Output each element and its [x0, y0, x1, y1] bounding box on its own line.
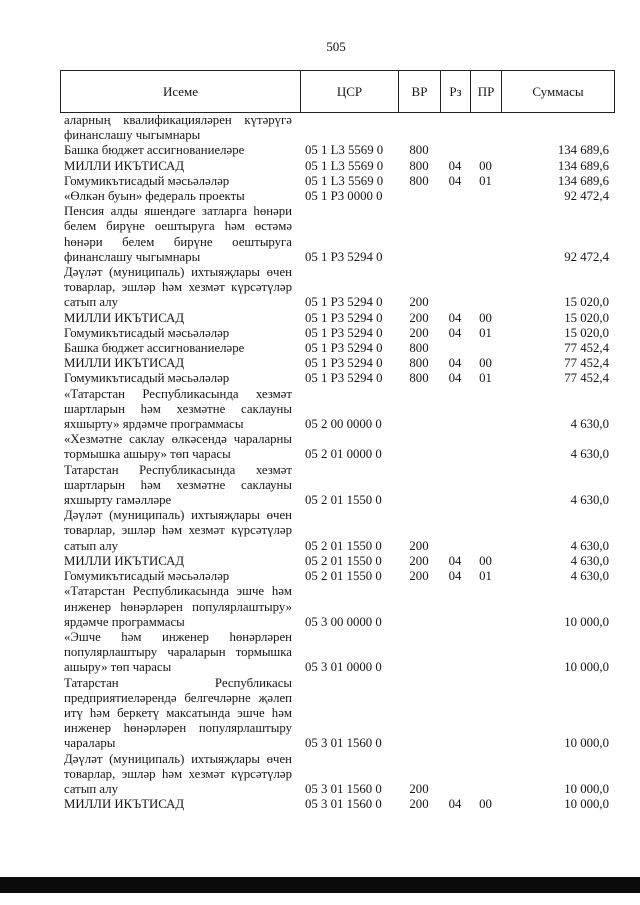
row-name-line: сатып алу	[64, 538, 118, 553]
sum-amount: 4 630,0	[570, 417, 609, 432]
name-cell	[60, 265, 300, 311]
pr-code: 00	[479, 553, 492, 568]
sum-amount: 10 000,0	[564, 797, 609, 812]
name-cell	[60, 463, 300, 509]
table-row	[60, 341, 615, 356]
sum-amount: 77 452,4	[564, 356, 609, 371]
row-name-line: ярдәмче программасы	[64, 614, 185, 629]
sum-amount: 10 000,0	[564, 614, 609, 629]
row-name	[64, 630, 292, 676]
row-name	[64, 752, 292, 798]
pr-code: 01	[479, 325, 492, 340]
vr-code: 800	[409, 158, 429, 173]
row-name-line: итү һәм беркетү максатында эшче һәм	[64, 705, 292, 720]
name-cell	[60, 584, 300, 630]
header-pr: ПР	[470, 71, 501, 112]
row-name-line: товарлар, эшләр һәм хезмәт күрсәтүләр	[64, 766, 292, 781]
csr-code: 05 1 P3 5294 0	[305, 341, 383, 356]
row-name-line: Татарстан Республикасында хезмәт	[64, 462, 292, 477]
sum-amount: 4 630,0	[570, 493, 609, 508]
row-name-line: финанслашу чыгымнары	[64, 249, 201, 264]
name-cell	[60, 752, 300, 798]
row-name	[64, 143, 292, 158]
name-cell	[60, 113, 300, 143]
name-cell	[60, 432, 300, 462]
row-name-line: Татарстан Республикасы	[64, 675, 292, 690]
row-name	[64, 508, 292, 554]
row-name-line: Гомумикътисадый мәсьәләләр	[64, 569, 230, 584]
sum-amount: 10 000,0	[564, 781, 609, 796]
csr-code: 05 2 00 0000 0	[305, 417, 382, 432]
row-name-line: Башка бюджет ассигнованиеләре	[64, 143, 245, 158]
csr-code: 05 1 P3 5294 0	[305, 310, 383, 325]
row-name-line: аларның квалификацияләрен күтәрүгә	[64, 113, 292, 127]
sum-amount: 15 020,0	[564, 310, 609, 325]
sum-amount: 134 689,6	[557, 143, 609, 158]
vr-code: 200	[409, 538, 429, 553]
sum-amount: 77 452,4	[564, 341, 609, 356]
row-name-line: Гомумикътисадый мәсьәләләр	[64, 371, 230, 386]
row-name	[64, 676, 292, 752]
sum-amount: 4 630,0	[570, 447, 609, 462]
csr-code: 05 3 01 0000 0	[305, 660, 382, 675]
row-name-line: шартларын һәм хезмәтне саклауны	[64, 477, 292, 492]
csr-code: 05 1 P3 5294 0	[305, 295, 383, 310]
row-name	[64, 265, 292, 311]
sum-amount: 10 000,0	[564, 660, 609, 675]
row-name	[64, 311, 292, 326]
row-name-line: Пенсия алды яшендәге затларга һөнәри	[64, 204, 292, 219]
name-cell	[60, 630, 300, 676]
row-name-line: «Татарстан Республикасында хезмәт	[64, 386, 292, 401]
vr-code: 200	[409, 797, 429, 812]
row-name-line: белем бирүне оештыруга һәм өстәмә	[64, 219, 292, 234]
sum-amount: 77 452,4	[564, 371, 609, 386]
page-number: 505	[326, 39, 346, 54]
pr-code: 00	[479, 356, 492, 371]
header-name: Исеме	[162, 83, 199, 99]
vr-code: 200	[409, 781, 429, 796]
sum-amount: 134 689,6	[557, 158, 609, 173]
rz-code: 04	[448, 371, 462, 386]
table-row	[60, 356, 615, 371]
vr-code: 200	[409, 295, 429, 310]
csr-code: 05 3 00 0000 0	[305, 614, 382, 629]
row-name-line: МИЛЛИ ИКЪТИСАД	[64, 797, 185, 812]
rz-code: 04	[448, 325, 462, 340]
name-cell	[60, 371, 300, 386]
name-cell	[60, 311, 300, 326]
csr-code: 05 2 01 1550 0	[305, 569, 382, 584]
table-row	[60, 204, 615, 265]
name-cell	[60, 174, 300, 189]
row-name	[64, 113, 292, 143]
row-name-line: финанслашу чыгымнары	[64, 128, 201, 143]
rz-code: 04	[448, 356, 462, 371]
pr-code: 01	[479, 371, 492, 386]
row-name-line: МИЛЛИ ИКЪТИСАД	[64, 356, 185, 371]
row-name-line: популярлаштыру чараларын тормышка	[64, 645, 292, 660]
pr-code: 00	[479, 158, 492, 173]
name-cell	[60, 326, 300, 341]
row-name-line: МИЛЛИ ИКЪТИСАД	[64, 553, 185, 568]
pr-code: 00	[479, 310, 492, 325]
table-row	[60, 143, 615, 158]
header-vr: ВР	[398, 71, 440, 112]
row-name-line: МИЛЛИ ИКЪТИСАД	[64, 158, 185, 173]
row-name	[64, 341, 292, 356]
sum-amount: 4 630,0	[570, 569, 609, 584]
scan-edge-bar	[0, 877, 640, 893]
row-name-line: товарлар, эшләр һәм хезмәт күрсәтүләр	[64, 523, 292, 538]
table-row	[60, 387, 615, 433]
rz-code: 04	[448, 173, 462, 188]
vr-code: 800	[409, 341, 429, 356]
table-body	[60, 113, 615, 812]
csr-code: 05 1 P3 0000 0	[305, 189, 383, 204]
table-header	[60, 70, 615, 113]
table-row	[60, 265, 615, 311]
table-row	[60, 569, 615, 584]
pr-code: 01	[479, 569, 492, 584]
name-cell	[60, 341, 300, 356]
row-name	[64, 189, 292, 204]
row-name-line: Дәүләт (муниципаль) ихтыяҗлары өчен	[64, 265, 292, 280]
table-row	[60, 326, 615, 341]
row-name-line: Гомумикътисадый мәсьәләләр	[64, 325, 230, 340]
sum-amount: 15 020,0	[564, 295, 609, 310]
table-row	[60, 584, 615, 630]
pr-code: 00	[479, 797, 492, 812]
csr-code: 05 1 L3 5569 0	[305, 143, 384, 158]
row-name	[64, 174, 292, 189]
row-name-line: сатып алу	[64, 295, 118, 310]
table-row	[60, 463, 615, 509]
vr-code: 800	[409, 371, 429, 386]
csr-code: 05 1 P3 5294 0	[305, 371, 383, 386]
name-cell	[60, 569, 300, 584]
sum-amount: 4 630,0	[570, 553, 609, 568]
row-name-line: тормышка ашыру» төп чарасы	[64, 447, 231, 462]
table-row	[60, 508, 615, 554]
row-name	[64, 204, 292, 265]
table-row	[60, 113, 615, 143]
vr-code: 200	[409, 553, 429, 568]
table-row	[60, 432, 615, 462]
vr-code: 800	[409, 143, 429, 158]
csr-code: 05 3 01 1560 0	[305, 797, 382, 812]
csr-code: 05 2 01 1550 0	[305, 553, 382, 568]
sum-amount: 92 472,4	[564, 249, 609, 264]
vr-code: 800	[409, 173, 429, 188]
csr-code: 05 1 P3 5294 0	[305, 356, 383, 371]
row-name	[64, 554, 292, 569]
row-name-line: чаралары	[64, 736, 116, 751]
row-name	[64, 387, 292, 433]
row-name-line: «Эшче һәм инженер һөнәрләрен	[64, 629, 292, 644]
row-name	[64, 356, 292, 371]
row-name-line: предприятиеләрендә белгечләрне җәлеп	[64, 690, 292, 705]
rz-code: 04	[448, 158, 462, 173]
row-name-line: һөнәри белем бирүне оештыруга	[64, 234, 292, 249]
row-name	[64, 584, 292, 630]
header-csr: ЦСР	[300, 71, 398, 112]
row-name-line: Дәүләт (муниципаль) ихтыяҗлары өчен	[64, 508, 292, 523]
header-sum: Суммасы	[501, 71, 614, 112]
table-row	[60, 174, 615, 189]
row-name-line: Дәүләт (муниципаль) ихтыяҗлары өчен	[64, 751, 292, 766]
name-cell	[60, 676, 300, 752]
csr-code: 05 1 P3 5294 0	[305, 249, 383, 264]
row-name-line: «Хезмәтне саклау өлкәсендә чараларны	[64, 432, 292, 447]
name-cell	[60, 159, 300, 174]
sum-amount: 92 472,4	[564, 189, 609, 204]
pr-code: 01	[479, 173, 492, 188]
vr-code: 200	[409, 325, 429, 340]
table-row	[60, 311, 615, 326]
row-name-line: МИЛЛИ ИКЪТИСАД	[64, 310, 185, 325]
csr-code: 05 2 01 1550 0	[305, 493, 382, 508]
rz-code: 04	[448, 569, 462, 584]
sum-amount: 4 630,0	[570, 538, 609, 553]
row-name	[64, 371, 292, 386]
row-name	[64, 797, 292, 812]
row-name-line: Гомумикътисадый мәсьәләләр	[64, 173, 230, 188]
name-cell	[60, 387, 300, 433]
name-cell	[60, 508, 300, 554]
table-row	[60, 630, 615, 676]
row-name-line: «Өлкән буын» федераль проекты	[64, 189, 245, 204]
csr-code: 05 2 01 0000 0	[305, 447, 382, 462]
row-name-line: ашыру» төп чарасы	[64, 660, 172, 675]
csr-code: 05 3 01 1560 0	[305, 781, 382, 796]
table-row	[60, 554, 615, 569]
row-name	[64, 463, 292, 509]
name-cell	[60, 797, 300, 812]
csr-code: 05 1 L3 5569 0	[305, 173, 384, 188]
row-name-line: Башка бюджет ассигнованиеләре	[64, 341, 245, 356]
header-rz: Рз	[440, 71, 470, 112]
row-name-line: шартларын һәм хезмәтне саклауны	[64, 401, 292, 416]
rz-code: 04	[448, 310, 462, 325]
row-name-line: инженер һөнәрләрен популярлаштыру	[64, 721, 292, 736]
row-name-line: яхшырту гамәлләре	[64, 493, 172, 508]
table-row	[60, 676, 615, 752]
table-row	[60, 752, 615, 798]
name-cell	[60, 204, 300, 265]
vr-code: 800	[409, 356, 429, 371]
csr-code: 05 1 P3 5294 0	[305, 325, 383, 340]
row-name-line: товарлар, эшләр һәм хезмәт күрсәтүләр	[64, 280, 292, 295]
sum-amount: 10 000,0	[564, 736, 609, 751]
rz-code: 04	[448, 553, 462, 568]
csr-code: 05 1 L3 5569 0	[305, 158, 384, 173]
name-cell	[60, 554, 300, 569]
row-name-line: «Татарстан Республикасында эшче һәм	[64, 584, 292, 599]
row-name	[64, 569, 292, 584]
row-name	[64, 432, 292, 462]
row-name-line: сатып алу	[64, 781, 118, 796]
row-name-line: яхшырту» ярдәмче программасы	[64, 417, 244, 432]
vr-code: 200	[409, 569, 429, 584]
rz-code: 04	[448, 797, 462, 812]
table-row	[60, 159, 615, 174]
sum-amount: 15 020,0	[564, 325, 609, 340]
table-row	[60, 797, 615, 812]
name-cell	[60, 356, 300, 371]
row-name	[64, 159, 292, 174]
vr-code: 200	[409, 310, 429, 325]
name-cell	[60, 189, 300, 204]
table-row	[60, 371, 615, 386]
sum-amount: 134 689,6	[557, 173, 609, 188]
row-name-line: инженер һөнәрләрен популярлаштыру»	[64, 599, 292, 614]
csr-code: 05 2 01 1550 0	[305, 538, 382, 553]
name-cell	[60, 143, 300, 158]
row-name	[64, 326, 292, 341]
csr-code: 05 3 01 1560 0	[305, 736, 382, 751]
table-row	[60, 189, 615, 204]
